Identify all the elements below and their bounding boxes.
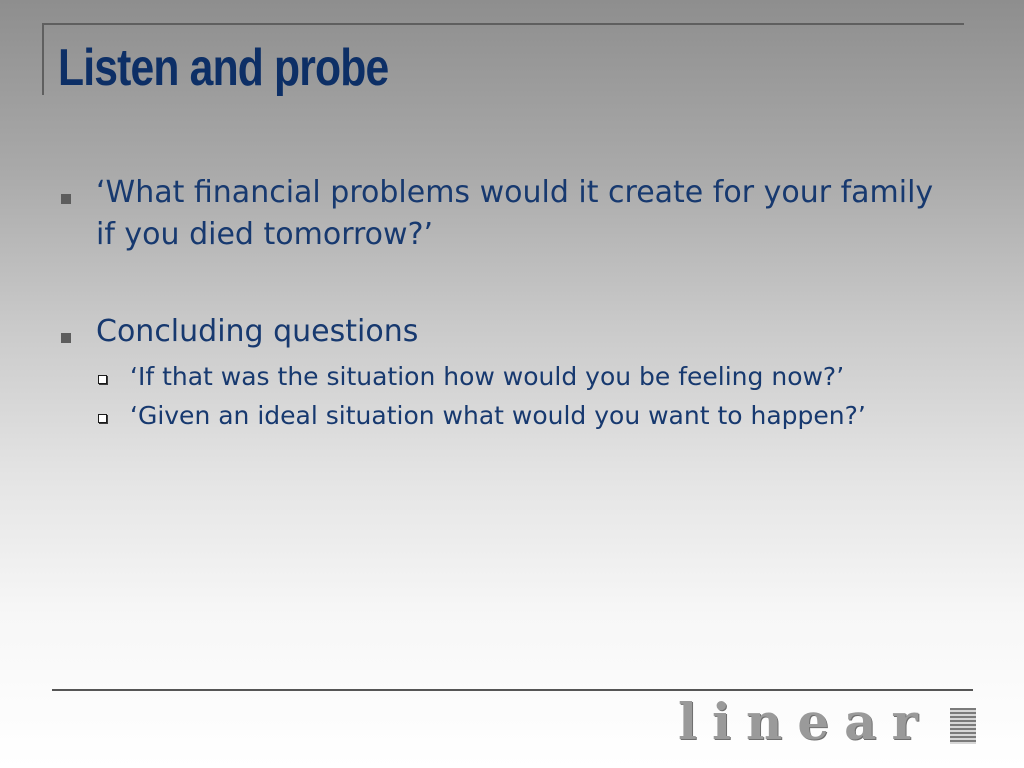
subbullet-item-feeling-now: ‘If that was the situation how would you be feeling now?’ bbox=[130, 362, 845, 391]
slide-title: Listen and probe bbox=[58, 39, 389, 97]
logo-text: linear bbox=[678, 692, 933, 751]
bullet-item-financial-problems: ‘What financial problems would it create for your family if you died tomorrow?’ bbox=[96, 175, 934, 252]
square-bullet-icon bbox=[61, 333, 71, 343]
square-bullet-icon bbox=[61, 194, 71, 204]
title-frame-top-rule bbox=[42, 23, 964, 25]
linear-logo bbox=[678, 692, 978, 752]
footer-rule bbox=[52, 689, 973, 691]
hollow-square-bullet-icon bbox=[98, 375, 107, 384]
hollow-square-bullet-icon bbox=[98, 414, 107, 423]
bullet-item-concluding-questions: Concluding questions bbox=[96, 314, 419, 349]
subbullet-item-ideal-situation: ‘Given an ideal situation what would you want to happen?’ bbox=[130, 401, 866, 430]
striped-bars-icon bbox=[950, 708, 976, 744]
title-frame-left-rule bbox=[42, 23, 44, 95]
